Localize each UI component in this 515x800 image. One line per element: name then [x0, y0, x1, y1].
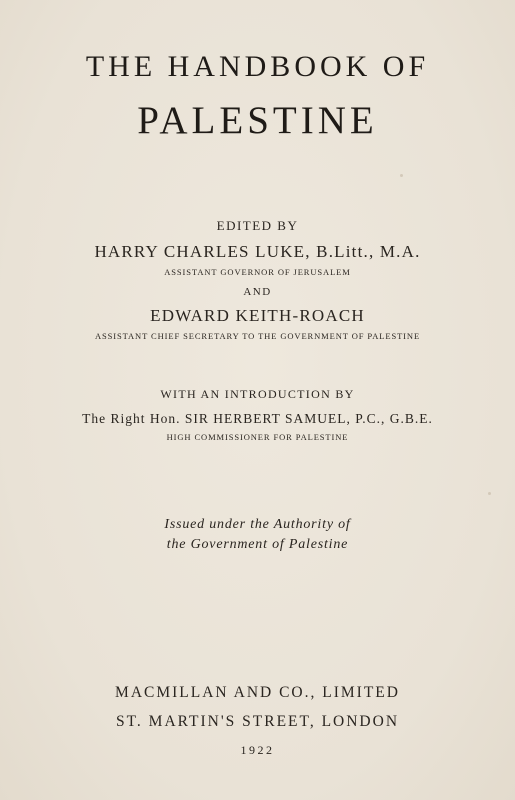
editor-2-role: ASSISTANT CHIEF SECRETARY TO THE GOVERNMENT OF PALESTINE: [94, 331, 421, 341]
editor-1-role: ASSISTANT GOVERNOR OF JERUSALEM: [164, 267, 351, 277]
publisher-address: ST. MARTIN'S STREET, LONDON: [115, 713, 400, 730]
edited-by-label: EDITED BY: [216, 218, 299, 233]
and-label: AND: [243, 286, 272, 298]
introduction-author-role: HIGH COMMISSIONER FOR PALESTINE: [166, 432, 349, 442]
editor-1-name: HARRY CHARLES LUKE, B.Litt., M.A.: [94, 242, 421, 261]
editor-2-name: EDWARD KEITH-ROACH: [150, 306, 365, 325]
publisher-name: MACMILLAN AND CO., LIMITED: [115, 684, 400, 701]
paper-speck: [488, 492, 491, 495]
issued-line-1: Issued under the Authority of: [164, 517, 351, 532]
book-title-line-2: PALESTINE: [137, 99, 378, 142]
issued-line-2: the Government of Palestine: [166, 537, 349, 552]
book-title-line-1: THE HANDBOOK OF: [85, 50, 430, 83]
publication-year: 1922: [240, 743, 275, 757]
introduction-label: WITH AN INTRODUCTION BY: [160, 387, 355, 401]
introduction-author: The Right Hon. SIR HERBERT SAMUEL, P.C., G.B.E.: [82, 411, 433, 426]
paper-speck: [400, 174, 403, 177]
